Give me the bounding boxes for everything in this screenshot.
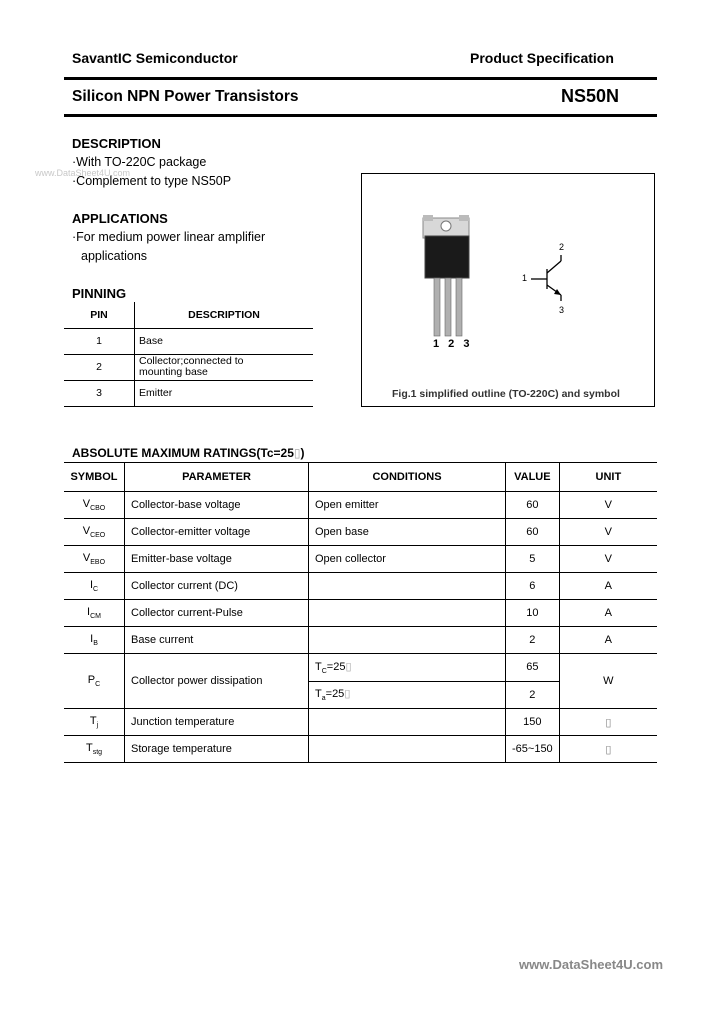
unit-cell (559, 736, 657, 763)
symbol-pin-3: 3 (559, 305, 565, 315)
value: 2 (506, 681, 560, 709)
condition-rest: =25 (326, 660, 346, 673)
condition (309, 681, 506, 709)
table-row (64, 654, 657, 682)
symbol: I (87, 605, 91, 618)
description-item-2: ·Complement to type NS50P (72, 174, 232, 188)
symbol-sub: C (93, 586, 99, 594)
condition (309, 573, 506, 600)
pin-number: 2 (96, 361, 102, 373)
company-name: SavantIC Semiconductor (72, 50, 238, 66)
unit: W (559, 654, 657, 709)
symbol: T (85, 741, 93, 754)
condition (309, 654, 506, 682)
pin-description-cell (135, 354, 314, 380)
condition (309, 709, 506, 736)
pin-col-header: PIN (90, 308, 108, 321)
table-row (64, 600, 657, 627)
col-symbol: SYMBOL (64, 463, 125, 492)
tab-notch-right (459, 215, 469, 221)
parameter: Collector-emitter voltage (125, 519, 309, 546)
pin-description: Emitter (135, 380, 314, 406)
col-parameter: PARAMETER (125, 463, 309, 492)
symbol: V (82, 551, 91, 564)
symbol: I (90, 632, 94, 645)
table-row (64, 492, 657, 519)
condition (309, 736, 506, 763)
value: -65~150 (506, 736, 560, 763)
parameter: Collector current (DC) (125, 573, 309, 600)
parameter: Collector current-Pulse (125, 600, 309, 627)
degree-symbol-glyph: ▯ (293, 446, 301, 460)
tab-notch-left (423, 215, 433, 221)
parameter: Base current (125, 627, 309, 654)
watermark-small: www.DataSheet4U.com (35, 168, 131, 178)
ratings-heading-end: ) (300, 446, 305, 460)
symbol-cell (64, 709, 125, 736)
pinning-heading: PINNING (72, 286, 127, 301)
pinning-table (64, 302, 313, 407)
pin-number: 3 (96, 387, 102, 399)
parameter: Storage temperature (125, 736, 309, 763)
table-row (64, 709, 657, 736)
symbol-cell (64, 573, 125, 600)
header-rule-bottom (64, 114, 657, 117)
symbol-sub: j (96, 722, 99, 730)
col-unit: UNIT (559, 463, 657, 492)
unit-cell (559, 709, 657, 736)
symbol-cell (64, 654, 125, 709)
symbol-cell (64, 736, 125, 763)
symbol-sub: stg (92, 749, 103, 757)
symbol-cell (64, 519, 125, 546)
col-conditions: CONDITIONS (309, 463, 506, 492)
table-row (64, 736, 657, 763)
part-number: NS50N (561, 86, 620, 106)
value: 150 (506, 709, 560, 736)
value: 10 (506, 600, 560, 627)
symbol: I (89, 578, 93, 591)
parameter: Junction temperature (125, 709, 309, 736)
watermark-footer: www.DataSheet4U.com (519, 957, 664, 972)
symbol-cell (64, 546, 125, 573)
parameter: Collector-base voltage (125, 492, 309, 519)
table-row (64, 354, 313, 380)
symbol-cell (64, 627, 125, 654)
ratings-heading (72, 446, 305, 460)
page-title: Silicon NPN Power Transistors (72, 88, 299, 105)
table-row (64, 380, 313, 406)
symbol-pin-2: 2 (559, 242, 565, 252)
unit: V (559, 519, 657, 546)
lead-3 (456, 278, 462, 336)
applications-heading: APPLICATIONS (72, 211, 168, 226)
doc-type: Product Specification (470, 50, 614, 66)
symbol: V (82, 497, 91, 510)
unit: V (559, 492, 657, 519)
value: 5 (506, 546, 560, 573)
table-row (64, 573, 657, 600)
condition: Open emitter (309, 492, 506, 519)
symbol: P (87, 673, 96, 686)
symbol-cell (64, 492, 125, 519)
condition: Open base (309, 519, 506, 546)
applications-line-2: applications (81, 249, 148, 263)
ratings-header-row (64, 463, 657, 492)
ratings-heading-text: ABSOLUTE MAXIMUM RATINGS(Tc=25 (72, 446, 294, 460)
unit: A (559, 600, 657, 627)
package-body (425, 236, 469, 278)
pin-number: 1 (96, 335, 102, 347)
pin-description: Collector;connected to (139, 355, 244, 367)
condition (309, 600, 506, 627)
degree-symbol-glyph: ▯ (605, 716, 612, 729)
mounting-hole (441, 221, 451, 231)
symbol: T (89, 714, 97, 727)
parameter: Emitter-base voltage (125, 546, 309, 573)
emitter-arrow-icon (554, 289, 561, 295)
condition-rest: =25 (325, 688, 345, 701)
unit: A (559, 573, 657, 600)
degree-symbol-glyph: ▯ (345, 660, 352, 673)
desc-col-header: DESCRIPTION (135, 302, 314, 328)
degree-symbol-glyph: ▯ (344, 688, 351, 701)
pin-description: Base (135, 328, 314, 354)
condition-sub: a (321, 695, 326, 703)
figure-caption: Fig.1 simplified outline (TO-220C) and symbol (392, 388, 620, 400)
degree-symbol-glyph: ▯ (605, 743, 612, 756)
value: 65 (506, 654, 560, 682)
col-value: VALUE (506, 463, 560, 492)
applications-line-1: ·For medium power linear amplifier (72, 230, 266, 244)
condition: Open collector (309, 546, 506, 573)
unit: A (559, 627, 657, 654)
symbol-sub: CBO (90, 505, 106, 513)
package-pin-labels: 1 2 3 (433, 338, 473, 350)
table-row (64, 328, 313, 354)
table-row (64, 627, 657, 654)
description-heading: DESCRIPTION (72, 136, 161, 151)
symbol-sub: C (95, 681, 101, 689)
table-row (64, 519, 657, 546)
package-outline-drawing (361, 173, 655, 407)
symbol-cell (64, 600, 125, 627)
condition-sub: C (321, 667, 327, 675)
symbol: V (82, 524, 91, 537)
condition-sym: T (315, 688, 322, 701)
header-rule-top (64, 77, 657, 80)
ratings-table (64, 463, 657, 763)
condition-sym: T (315, 660, 322, 673)
symbol-sub: CEO (90, 532, 106, 540)
value: 60 (506, 519, 560, 546)
symbol-pin-1: 1 (522, 273, 528, 283)
value: 6 (506, 573, 560, 600)
condition (309, 627, 506, 654)
table-row (64, 546, 657, 573)
lead-2 (445, 278, 451, 336)
value: 2 (506, 627, 560, 654)
parameter: Collector power dissipation (125, 654, 309, 709)
value: 60 (506, 492, 560, 519)
lead-1 (434, 278, 440, 336)
unit: V (559, 546, 657, 573)
pin-description-cont: mounting base (139, 366, 208, 378)
symbol-sub: EBO (90, 559, 106, 567)
description-item-1: ·With TO-220C package (72, 155, 207, 169)
symbol-sub: B (93, 640, 98, 648)
symbol-sub: CM (90, 613, 101, 621)
